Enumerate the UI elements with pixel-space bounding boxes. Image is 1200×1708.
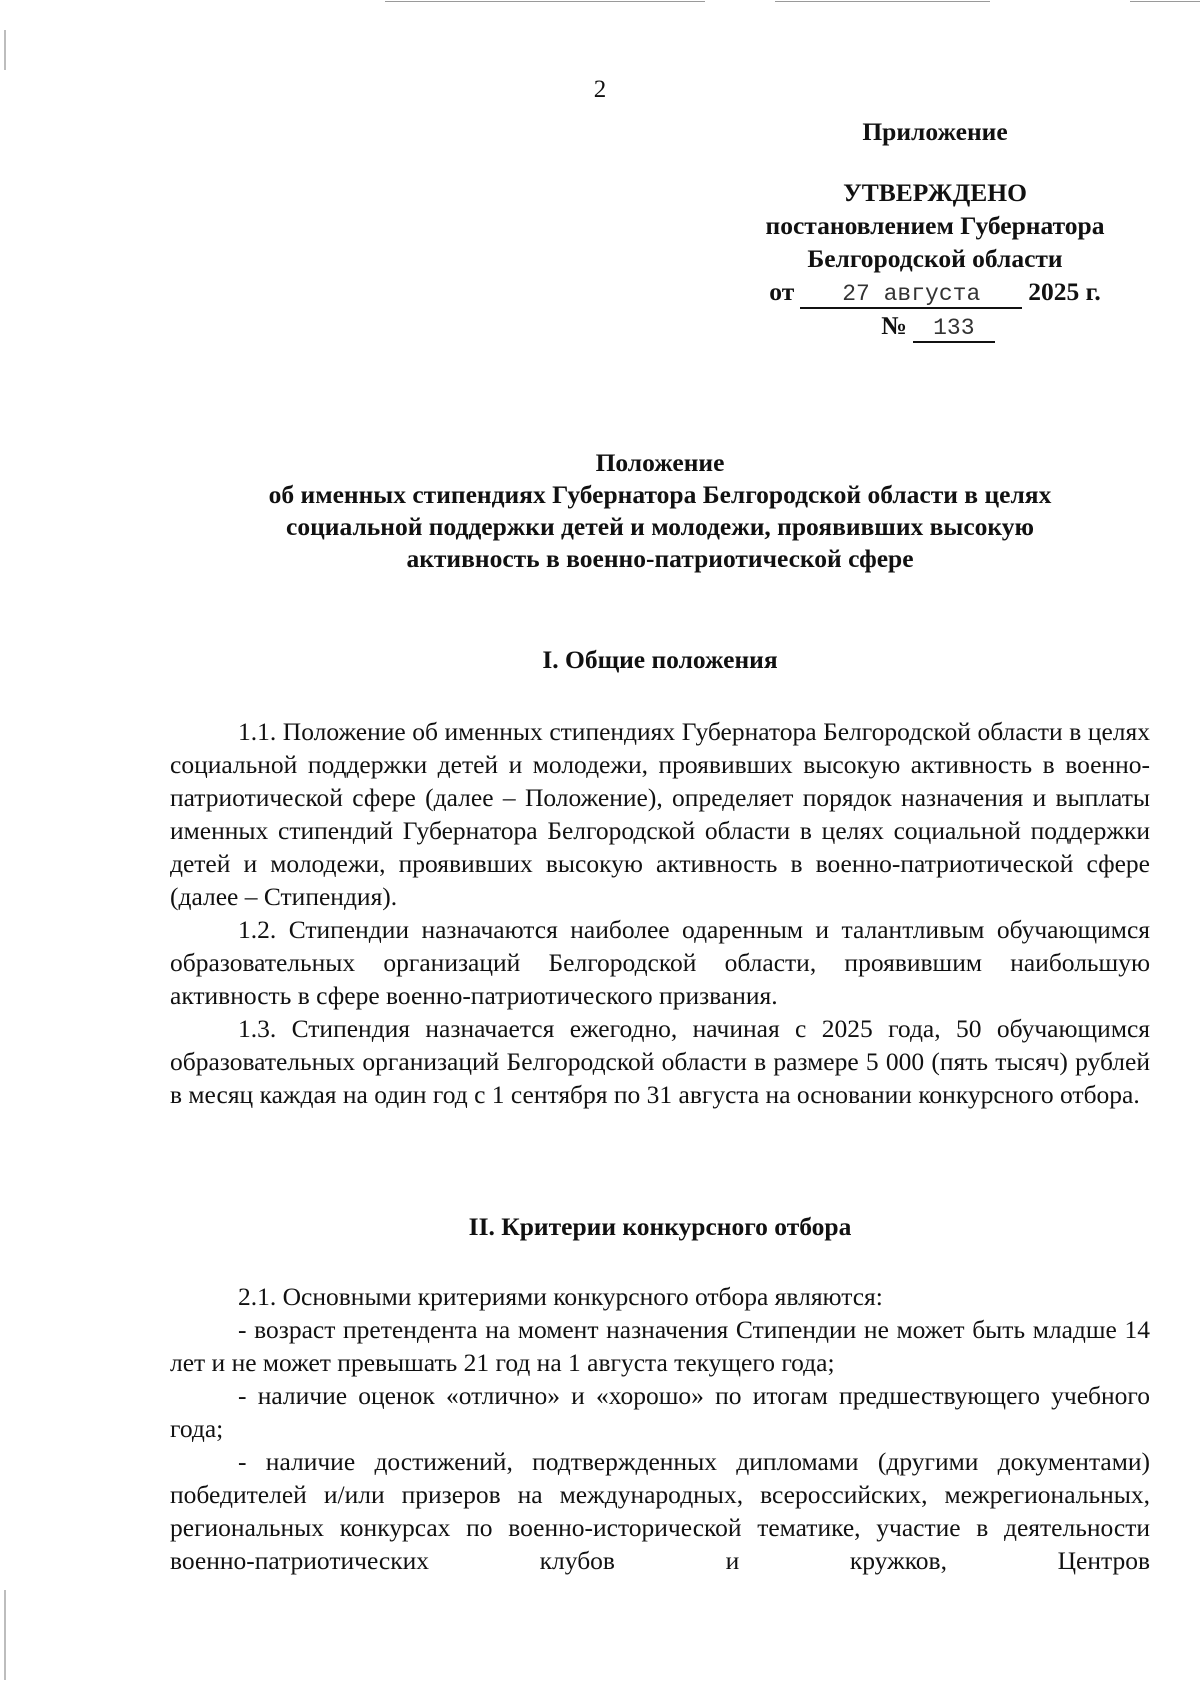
paragraph-1-3: 1.3. Стипендия назначается ежегодно, начиная с 2025 года, 50 обучающимся образовательных организаций Белгородской области в размере 5 000 (пять тысяч) рублей в месяц каждая на один год с 1 сентября по 31 августа на основании конкурсного отбора. — [170, 1014, 1150, 1109]
paragraph-1-1: 1.1. Положение об именных стипендиях Губернатора Белгородской области в целях социальной поддержки детей и молодежи, проявивших высокую активность в военно-патриотической сфере (далее – Положение), определяет порядок назначения и выплаты именных стипендий Губернатора Белгородской области в целях социальной поддержки детей и молодежи, проявивших высокую активность в военно-патриотической сфере (далее – Стипендия). — [170, 717, 1150, 911]
scan-edge-mark — [4, 1590, 6, 1680]
paragraph-1-2: 1.2. Стипендии назначаются наиболее одаренным и талантливым обучающимся образовательных организаций Белгородской области, проявившим наибольшую активность в сфере военно-патриотического призвания. — [170, 915, 1150, 1010]
scan-edge-line — [1130, 1, 1200, 2]
criterion-age: - возраст претендента на момент назначения Стипендии не может быть младше 14 лет и не может превышать 21 год на 1 августа текущего года; — [170, 1315, 1150, 1377]
date-value: 27 августа — [800, 281, 1022, 309]
approval-stamp-block — [700, 115, 1170, 343]
approval-number-line — [700, 309, 1170, 343]
approval-line-1: постановлением Губернатора — [765, 211, 1105, 240]
page-number: 2 — [593, 76, 607, 103]
scan-edge-line — [385, 1, 705, 2]
document-title-line-2: об именных стипендиях Губернатора Белгородской области в целях — [268, 480, 1052, 509]
approved-heading: УТВЕРЖДЕНО — [843, 178, 1027, 207]
section-1-heading: I. Общие положения — [542, 645, 778, 674]
paragraph-2-1: 2.1. Основными критериями конкурсного отбора являются: — [238, 1282, 883, 1311]
number-value: 133 — [913, 315, 995, 343]
date-year: 2025 г. — [1028, 277, 1101, 306]
criterion-achievements: - наличие достижений, подтвержденных дипломами (другими документами) победителей и/или призеров на международных, всероссийских, межрегиональных, региональных конкурсах по военно-исторической тематике, участие в деятельности военно-патриотических клубов и кружков, Центров — [170, 1447, 1150, 1575]
number-prefix: № — [881, 311, 907, 340]
section-2-heading: II. Критерии конкурсного отбора — [468, 1212, 852, 1241]
criterion-grades: - наличие оценок «отлично» и «хорошо» по итогам предшествующего учебного года; — [170, 1381, 1150, 1443]
approval-line-2: Белгородской области — [807, 244, 1063, 273]
document-title-line-1: Положение — [595, 448, 725, 477]
document-title-line-4: активность в военно-патриотической сфере — [406, 544, 914, 573]
section-2-body — [170, 1280, 1150, 1577]
section-1-body — [170, 715, 1150, 1111]
approval-date-line — [700, 275, 1170, 309]
scan-edge-line — [775, 1, 990, 2]
document-title — [170, 447, 1150, 575]
document-title-line-3: социальной поддержки детей и молодежи, проявивших высокую — [286, 512, 1034, 541]
date-prefix: от — [769, 277, 795, 306]
appendix-label: Приложение — [862, 117, 1008, 146]
scan-edge-mark — [4, 30, 6, 70]
